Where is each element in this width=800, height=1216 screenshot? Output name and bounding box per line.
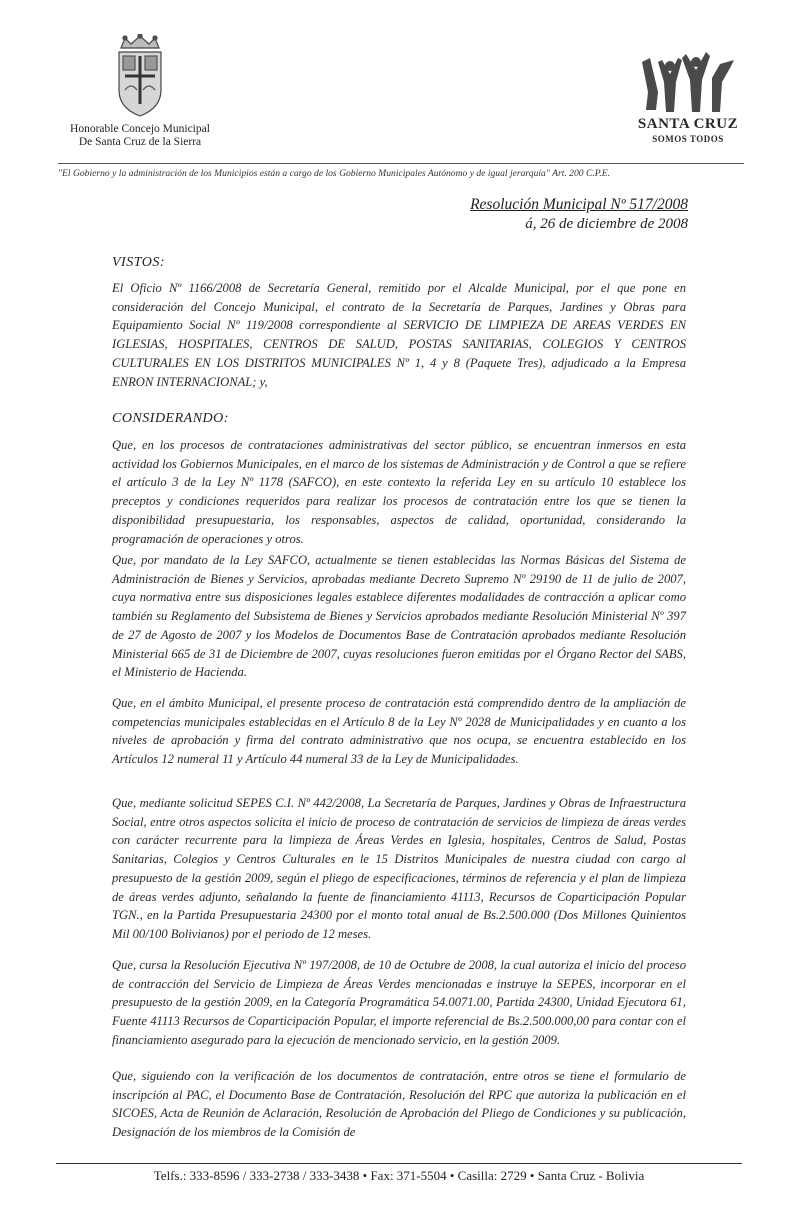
considerando-paragraph-1: Que, en los procesos de contrataciones administrativas del sector público, se encuentran inmersos en esta actividad los Gobiernos Municipales, en el marco de los sistemas de Administración y de Control a que se refiere el artículo 3 de la Ley Nº 1178 (SAFCO), en este contexto la referida Ley en su artículo 10 establece los preceptos y condiciones requeridos para realizar los procesos de contratación entre los que se tienen la disponibilidad presupuestaria, los responsables, aspectos de calidad, oportunidad, considerando la programación de operaciones y otros. xyxy=(112,438,686,546)
logo-motto: SOMOS TODOS xyxy=(652,134,724,144)
vistos-paragraph: El Oficio Nº 1166/2008 de Secretaría General, remitido por el Alcalde Municipal, por el que pone en consideración del Concejo Municipal, el contrato de la Secretaría de Parques, Jardines y Obras para Equipamiento Social Nº 119/2008 correspondiente al SERVICIO DE LIMPIEZA DE AREAS VERDES EN IGLESIAS, HOSPITALES, CENTROS DE SALUD, POSTAS SANITARIAS, COLEGIOS Y CENTROS CULTURALES EN LOS DISTRITOS MUNICIPALES Nº 1, 4 y 8 (Paquete Tres), adjudicado a la Empresa ENRON INTERNACIONAL; y, xyxy=(112,281,686,389)
council-name xyxy=(40,123,240,149)
considerando-paragraph-4: Que, mediante solicitud SEPES C.I. Nº 442/2008, La Secretaría de Parques, Jardines y Obras de Infraestructura Social, entre otros aspectos solicita el inicio de proceso de contratación de servicios de limpieza de áreas verdes con carácter recurrente para la limpieza de Áreas Verdes en Iglesia, hospitales, Centros de Salud, Postas Sanitarias, Colegios y Centros Culturales en le 15 Distritos Municipales de nuestra ciudad con cargo al presupuesto de la gestión 2009, según el pliego de especificaciones, términos de referencia y el plan de limpieza de áreas verdes adjunto, señalando la fuente de financiamiento 41113, Recursos de Coparticipación Popular TGN., en la Partida Presupuestaria 24300 por el monto total anual de Bs.2.500.000 (Dos Millones Quinientos Mil 00/100 Bolivianos) por el periodo de 12 meses. xyxy=(112,796,686,941)
resolution-title: Resolución Municipal Nº 517/2008 xyxy=(470,196,688,213)
logo-name: SANTA CRUZ xyxy=(637,116,739,132)
vistos-heading: VISTOS: xyxy=(112,255,166,270)
constitution-quote: "El Gobierno y la administración de los Municipios están a cargo de los Gobierno Municipales Autónomo y de igual jerarquía" Art. 200 C.P.E. xyxy=(58,168,611,179)
considerando-heading: CONSIDERANDO: xyxy=(112,411,229,426)
header-divider xyxy=(58,163,744,164)
considerando-paragraph-3: Que, en el ámbito Municipal, el presente proceso de contratación está comprendido dentro de la ampliación de competencias municipales establecidas en el Artículo 8 de la Ley Nº 2028 de Municipalidades y en cuanto a los niveles de aprobación y firma del contrato administrativo que nos ocupa, se encuentra establecido en los Artículos 12 numeral 11 y Artículo 44 numeral 33 de la Ley de Municipalidades. xyxy=(112,696,686,767)
considerando-paragraph-6: Que, siguiendo con la verificación de los documentos de contratación, entre otros se tiene el formulario de inscripción al PAC, el Documento Base de Contratación, Resolución del RPC que autoriza la publicación en el SICOES, Acta de Reunión de Aclaración, Resolución de Aprobación del Pliego de Condiciones y su publicación, Designación de los miembros de la Comisión de xyxy=(112,1069,686,1140)
considerando-paragraph-2: Que, por mandato de la Ley SAFCO, actualmente se tienen establecidas las Normas Básicas del Sistema de Administración de Bienes y Servicios, aprobadas mediante Decreto Supremo Nº 29190 de 11 de julio de 2007, cuya normativa entre sus disposiciones legales establece diferentes modalidades de contracción a aplicar como también su Reglamento del Subsistema de Bienes y Servicios aprobados mediante Resolución Ministerial Nº 397 de 27 de Agosto de 2007 y los Modelos de Documentos Base de Contratación aprobados mediante Resolución Ministerial 665 de 31 de Diciembre de 2007, cuyas resoluciones fueron emitidas por el Órgano Rector del SABS, el Ministerio de Hacienda. xyxy=(112,553,686,680)
council-line-1: Honorable Concejo Municipal xyxy=(70,123,210,135)
coat-of-arms-seal xyxy=(111,34,169,118)
footer-contact: Telfs.: 333-8596 / 333-2738 / 333-3438 • Fax: 371-5504 • Casilla: 2729 • Santa Cruz - Bolivia xyxy=(153,1168,645,1183)
council-line-2: De Santa Cruz de la Sierra xyxy=(78,136,202,148)
footer-divider xyxy=(56,1163,742,1164)
considerando-paragraph-5: Que, cursa la Resolución Ejecutiva Nº 197/2008, de 10 de Octubre de 2008, la cual autoriza el inicio del proceso de contracción del Servicio de Limpieza de Áreas Verdes mencionadas e instruye la SEPES, incorporar en el presupuesto de la gestión 2009, en la Categoría Programática 54.0071.00, Partida 24300, Unidad Ejecutora 61, Fuente 41113 Recursos de Coparticipación Popular, el importe referencial de Bs.2.500.000,00 para contar con el financiamiento asegurado para la ejecución de mencionado servicio, en la gestión 2009. xyxy=(112,958,686,1047)
resolution-date: á, 26 de diciembre de 2008 xyxy=(525,216,688,232)
